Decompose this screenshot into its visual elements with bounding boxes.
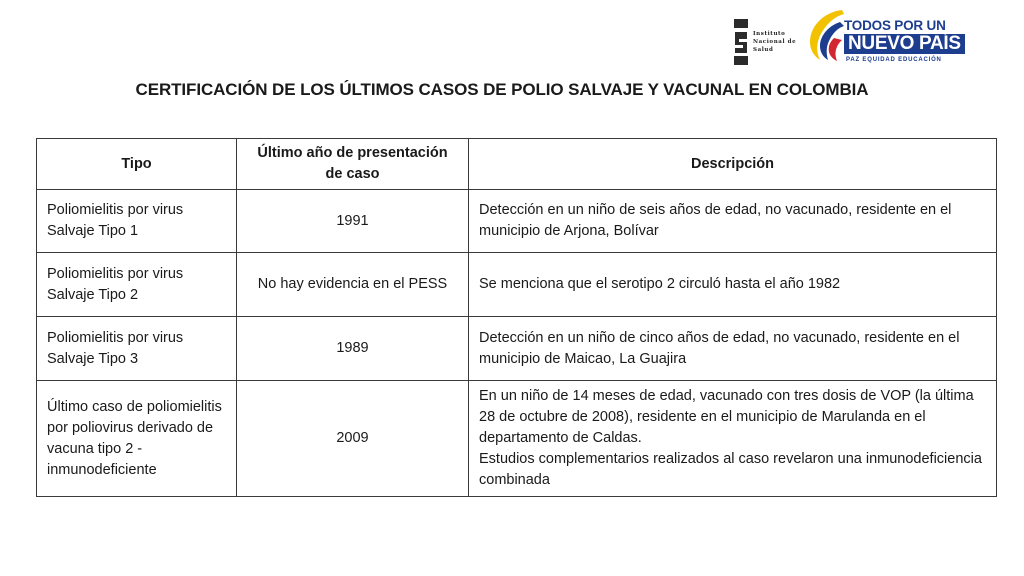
- table-row: [37, 317, 997, 381]
- cell-anio: No hay evidencia en el PESS: [237, 253, 469, 317]
- descripcion-line: Detección en un niño de cinco años de edad, no vacunado, residente en el municipio de Maicao, La Guajira: [479, 329, 960, 367]
- table-row: [37, 253, 997, 317]
- descripcion-line: En un niño de 14 meses de edad, vacunado con tres dosis de VOP (la última 28 de octubre de 2008), residente en el municipio de Marulanda en el departamento de Caldas.: [479, 388, 974, 446]
- gov-line-2: NUEVO PAÍS: [844, 34, 965, 54]
- ins-logo: [734, 18, 804, 66]
- polio-cases-table: [36, 138, 997, 497]
- table-row: [37, 190, 997, 253]
- ins-line-3: Salud: [753, 47, 774, 53]
- cell-anio: 2009: [237, 381, 469, 497]
- ins-logo-text: [753, 30, 796, 54]
- ins-mark-icon: [734, 19, 748, 65]
- cell-descripcion: [469, 253, 997, 317]
- gov-logo-text: [844, 18, 965, 63]
- cell-descripcion: [469, 190, 997, 253]
- gov-line-3: PAZ EQUIDAD EDUCACIÓN: [846, 57, 942, 63]
- descripcion-line: Detección en un niño de seis años de edad, no vacunado, residente en el municipio de Arjona, Bolívar: [479, 202, 952, 239]
- cell-anio: 1989: [237, 317, 469, 381]
- cell-tipo: Poliomielitis por virus Salvaje Tipo 1: [37, 190, 237, 253]
- table-header-row: [37, 139, 997, 190]
- ins-line-1: Instituto: [753, 31, 786, 37]
- table-row: [37, 381, 997, 497]
- cell-tipo: Poliomielitis por virus Salvaje Tipo 3: [37, 317, 237, 381]
- page-title-text: CERTIFICACIÓN DE LOS ÚLTIMOS CASOS DE POLIO SALVAJE Y VACUNAL EN COLOMBIA: [135, 80, 869, 99]
- page-title: [0, 80, 1024, 100]
- cell-anio: 1991: [237, 190, 469, 253]
- header-tipo: Tipo: [37, 139, 237, 190]
- gov-logo: [804, 6, 968, 66]
- cell-descripcion: [469, 317, 997, 381]
- cell-tipo: Último caso de poliomielitis por poliovirus derivado de vacuna tipo 2 - inmunodeficiente: [37, 381, 237, 497]
- header-descripcion: Descripción: [469, 139, 997, 190]
- gov-line-1: TODOS POR UN: [844, 18, 946, 33]
- ins-line-2: Nacional de: [753, 39, 797, 45]
- descripcion-line: Se menciona que el serotipo 2 circuló hasta el año 1982: [479, 276, 841, 292]
- cell-descripcion: [469, 381, 997, 497]
- header-anio: Último año de presentación de caso: [237, 139, 469, 190]
- descripcion-line: Estudios complementarios realizados al caso revelaron una inmunodeficiencia combinada: [479, 451, 982, 488]
- gov-swoosh-icon: [804, 6, 848, 66]
- cell-tipo: Poliomielitis por virus Salvaje Tipo 2: [37, 253, 237, 317]
